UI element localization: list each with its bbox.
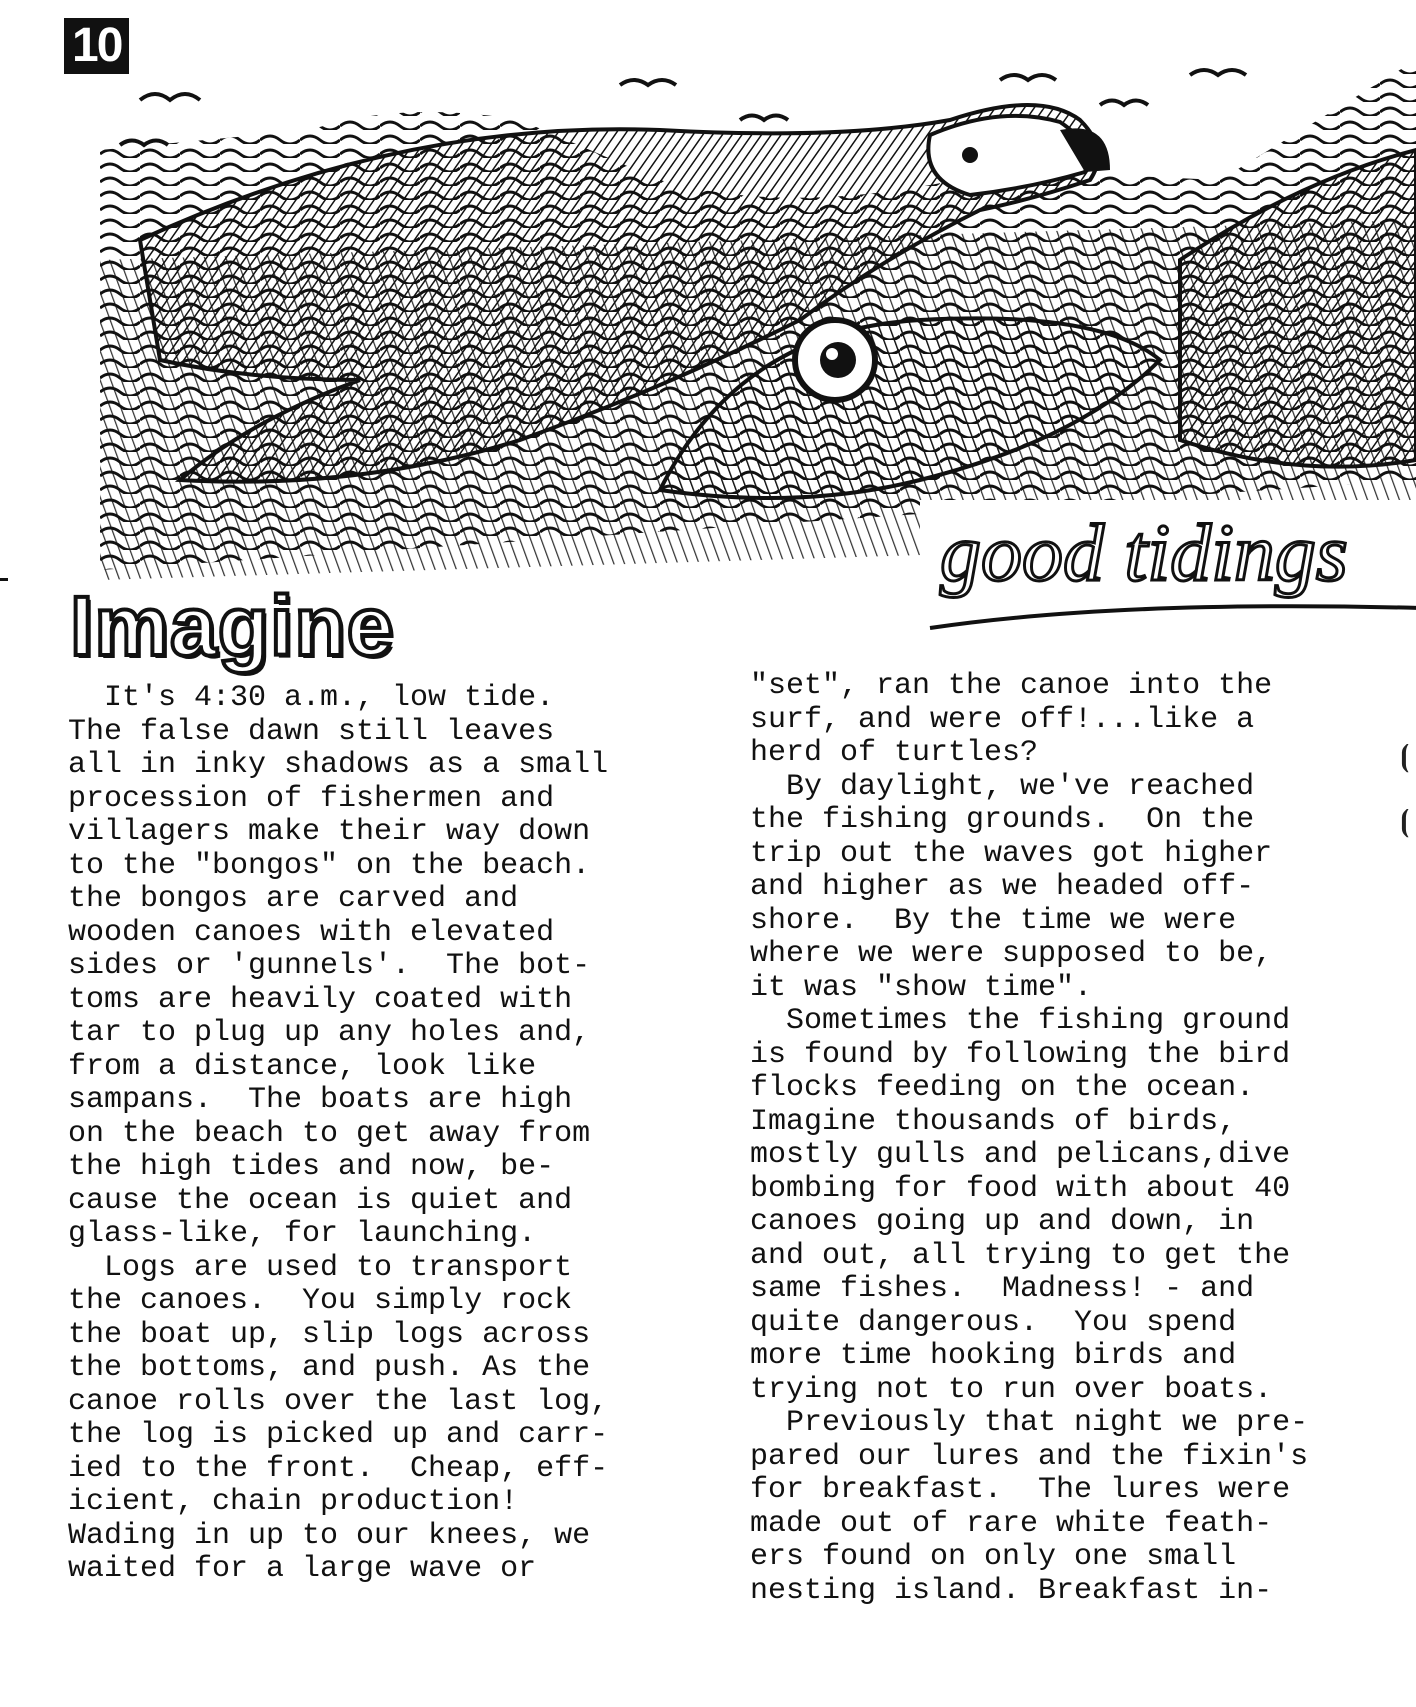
text-line: canoes going up and down, in <box>750 1205 1255 1239</box>
text-line: canoe rolls over the last log, <box>68 1384 609 1419</box>
text-line: on the beach to get away from <box>68 1116 591 1151</box>
script-text: good tidings <box>940 507 1348 598</box>
text-line: It's 4:30 a.m., low tide. <box>68 681 555 715</box>
text-line: waited for a large wave or <box>68 1552 537 1586</box>
text-line: and higher as we headed off- <box>750 870 1255 904</box>
article-title: Imagine <box>70 579 395 673</box>
text-line: trying not to run over boats. <box>750 1372 1273 1407</box>
text-line: Wading in up to our knees, we <box>68 1518 591 1553</box>
text-line: villagers make their way down <box>68 815 591 849</box>
text-line: surf, and were off!...like a <box>750 702 1255 737</box>
text-line: procession of fishermen and <box>68 781 555 816</box>
text-line: the high tides and now, be- <box>68 1150 555 1184</box>
script-lettering <box>920 500 1416 650</box>
text-line: Imagine thousands of birds, <box>750 1104 1237 1139</box>
text-line: from a distance, look like <box>68 1049 537 1084</box>
text-line: it was "show time". <box>750 970 1093 1005</box>
text-line: more time hooking birds and <box>750 1339 1237 1373</box>
text-line: and out, all trying to get the <box>750 1238 1291 1273</box>
page-number: 10 <box>64 18 129 74</box>
text-line: all in inky shadows as a small <box>68 748 609 782</box>
text-line: ers found on only one small <box>750 1540 1237 1574</box>
text-line: the fishing grounds. On the <box>750 803 1255 837</box>
text-line: is found by following the bird <box>750 1037 1291 1072</box>
text-line: the boat up, slip logs across <box>68 1317 591 1352</box>
text-line: same fishes. Madness! - and <box>750 1272 1255 1306</box>
text-line: wooden canoes with elevated <box>68 915 555 950</box>
text-line: the canoes. You simply rock <box>68 1284 573 1318</box>
text-line: sampans. The boats are high <box>68 1083 573 1117</box>
text-line: mostly gulls and pelicans,dive <box>750 1138 1291 1172</box>
text-line: The false dawn still leaves <box>68 714 555 749</box>
text-line: the bongos are carved and <box>68 882 519 916</box>
text-line: where we were supposed to be, <box>750 937 1273 971</box>
text-line: toms are heavily coated with <box>68 982 573 1017</box>
text-line: bombing for food with about 40 <box>750 1171 1291 1206</box>
text-line: glass-like, for launching. <box>68 1217 537 1251</box>
text-line: sides or 'gunnels'. The bot- <box>68 949 591 983</box>
text-line: herd of turtles? <box>750 736 1039 770</box>
margin-mark: ⦗ <box>1400 805 1410 838</box>
good-tidings-script-logo <box>920 500 1416 650</box>
text-line: tar to plug up any holes and, <box>68 1016 591 1050</box>
text-line: made out of rare white feath- <box>750 1506 1273 1541</box>
text-line: the log is picked up and carr- <box>68 1418 609 1452</box>
text-line: Logs are used to transport <box>68 1250 573 1285</box>
left-edge-rule <box>0 578 8 581</box>
text-line: cause the ocean is quiet and <box>68 1183 573 1218</box>
text-line: shore. By the time we were <box>750 903 1237 938</box>
text-line: icient, chain production! <box>68 1485 519 1519</box>
text-line: By daylight, we've reached <box>750 769 1255 804</box>
article-left-column <box>68 682 608 1587</box>
text-line: ied to the front. Cheap, eff- <box>68 1451 609 1486</box>
text-line: quite dangerous. You spend <box>750 1305 1237 1340</box>
text-line: flocks feeding on the ocean. <box>750 1071 1255 1105</box>
text-line: for breakfast. The lures were <box>750 1473 1291 1507</box>
text-line: the bottoms, and push. As the <box>68 1351 591 1385</box>
text-line: pared our lures and the fixin's <box>750 1439 1309 1474</box>
text-line: to the "bongos" on the beach. <box>68 848 591 883</box>
text-line: Previously that night we pre- <box>750 1406 1309 1440</box>
text-line: nesting island. Breakfast in- <box>750 1573 1273 1608</box>
margin-mark: ⦗ <box>1400 740 1410 773</box>
text-line: "set", ran the canoe into the <box>750 669 1273 703</box>
text-line: Sometimes the fishing ground <box>750 1004 1291 1038</box>
text-line: trip out the waves got higher <box>750 836 1273 871</box>
article-right-column <box>750 670 1308 1608</box>
